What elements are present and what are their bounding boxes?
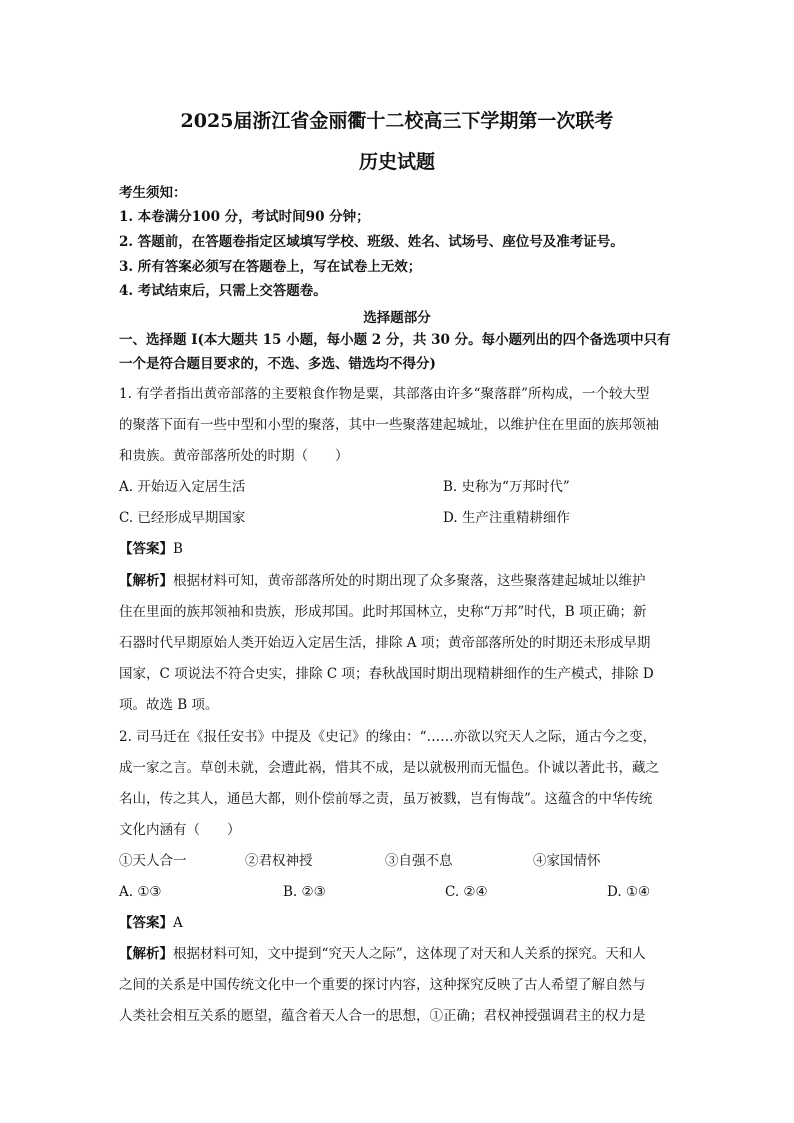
section-title: 选择题部分	[363, 310, 431, 326]
analysis-text: 根据材料可知，文中提到“究天人之际”，这体现了对天和人关系的探究。天和人	[173, 946, 646, 962]
analysis-line	[119, 572, 679, 590]
question-text: 文化内涵有（ ）	[119, 822, 241, 838]
answer-line	[119, 914, 679, 932]
notice-item: 2. 答题前，在答题卷指定区域填写学校、班级、姓名、试场号、座位号及准考证号。	[119, 234, 624, 250]
question-text: 和贵族。黄帝部落所处的时期（ ）	[119, 448, 349, 464]
notice-item: 1. 本卷满分100 分，考试时间90 分钟；	[119, 209, 370, 225]
option-c: C. 已经形成早期国家	[119, 510, 246, 526]
analysis-tag: 【解析】	[119, 573, 173, 589]
analysis-tag: 【解析】	[119, 946, 173, 962]
statement-item: ①天人合一	[119, 853, 187, 869]
option-a: A. ①③	[119, 884, 162, 900]
option-b: B. 史称为“万邦时代”	[443, 479, 570, 495]
answer-value: A	[173, 915, 183, 931]
question-text: 的聚落下面有一些中型和小型的聚落，其中一些聚落建起城址，以维护住在里面的族邦领袖	[119, 417, 659, 433]
analysis-text: 根据材料可知，黄帝部落所处的时期出现了众多聚落，这些聚落建起城址以维护	[173, 573, 646, 589]
answer-line	[119, 540, 679, 558]
notice-item: 3. 所有答案必须写在答题卷上，写在试卷上无效；	[119, 259, 422, 275]
page-subtitle: 历史试题	[358, 151, 435, 173]
analysis-text: 人类社会相互关系的愿望，蕴含着天人合一的思想，①正确；君权神授强调君主的权力是	[119, 1008, 646, 1024]
notice-heading: 考生须知：	[119, 185, 187, 201]
statement-item: ②君权神授	[245, 853, 313, 869]
answer-value: B	[173, 541, 183, 557]
analysis-text: 石器时代早期原始人类开始迈入定居生活，排除 A 项；黄帝部落所处的时期还未形成早期	[119, 635, 651, 651]
answer-tag: 【答案】	[119, 915, 173, 931]
question-text: 成一家之言。草创未就，会遭此祸，惜其不成，是以就极刑而无愠色。仆诚以著此书，藏之	[119, 760, 659, 776]
analysis-text: 国家，C 项说法不符合史实，排除 C 项；春秋战国时期出现精耕细作的生产模式，排除 D	[119, 666, 654, 682]
part-heading: 一、选择题 I(本大题共 15 小题，每小题 2 分，共 30 分。每小题列出的四个备选项中只有	[119, 332, 671, 348]
statement-item: ③自强不息	[385, 853, 453, 869]
analysis-text: 住在里面的族邦领袖和贵族，形成邦国。此时邦国林立，史称“万邦”时代，B 项正确；新	[119, 604, 647, 620]
option-d: D. ①④	[607, 884, 651, 900]
notice-item: 4. 考试结束后，只需上交答题卷。	[119, 283, 327, 299]
option-d: D. 生产注重精耕细作	[443, 510, 570, 526]
option-c: C. ②④	[445, 884, 488, 900]
part-heading: 一个是符合题目要求的，不选、多选、错选均不得分)	[119, 356, 436, 372]
page-title: 2025届浙江省金丽衢十二校高三下学期第一次联考	[180, 110, 614, 132]
analysis-line	[119, 945, 679, 963]
question-text: 1. 有学者指出黄帝部落的主要粮食作物是粟，其部落由许多“聚落群”所构成，一个较大型	[119, 386, 650, 402]
analysis-text: 之间的关系是中国传统文化中一个重要的探讨内容，这种探究反映了古人希望了解自然与	[119, 977, 646, 993]
answer-tag: 【答案】	[119, 541, 173, 557]
analysis-text: 项。故选 B 项。	[119, 697, 219, 713]
option-a: A. 开始迈入定居生活	[119, 479, 246, 495]
option-b: B. ②③	[283, 884, 326, 900]
question-text: 2. 司马迁在《报任安书》中提及《史记》的缘由：“……亦欲以究天人之际，通古今之变，	[119, 729, 657, 745]
question-text: 名山，传之其人，通邑大都，则仆偿前辱之责，虽万被戮，岂有悔哉”。这蕴含的中华传统	[119, 791, 653, 807]
statement-item: ④家国情怀	[533, 853, 601, 869]
